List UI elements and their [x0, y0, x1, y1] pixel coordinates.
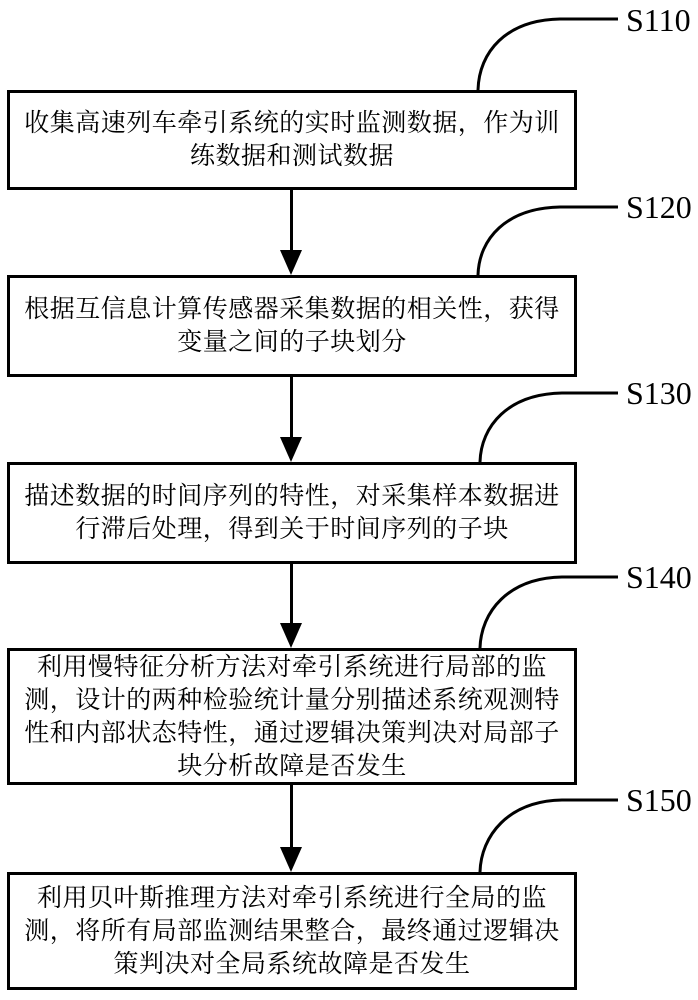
step-box-s140 [7, 648, 577, 785]
step-label-s140: S140 [626, 559, 692, 595]
step-box-s120 [7, 275, 577, 377]
step-text-line: 测，将所有局部监测结果整合，最终通过逻辑决 [24, 917, 560, 945]
step-text-line: 策判决对全局系统故障是否发生 [113, 950, 471, 978]
step-text-line: 测，设计的两种检验统计量分别描述系统观测特 [24, 686, 560, 714]
leader-curve-s140 [480, 577, 618, 648]
step-text-line: 描述数据的时间序列的特性，对采集样本数据进 [24, 483, 560, 510]
flow-arrowhead-icon-3 [280, 623, 302, 648]
leader-curve-s120 [478, 207, 618, 275]
flow-arrowhead-icon-2 [280, 437, 302, 462]
flow-arrowhead-icon-4 [280, 847, 302, 872]
step-text-line: 性和内部状态特性，通过逻辑决策判决对局部子 [24, 719, 560, 747]
step-text-line: 收集高速列车牵引系统的实时监测数据，作为训 [24, 110, 560, 137]
flow-arrowhead-icon-1 [280, 250, 302, 275]
leader-curve-s150 [480, 800, 618, 872]
step-box-s130 [7, 462, 577, 564]
leader-curve-s110 [478, 19, 618, 90]
step-text-line: 变量之间的子块划分 [177, 329, 407, 356]
step-label-s110: S110 [626, 2, 691, 38]
step-text-line: 行滞后处理，得到关于时间序列的子块 [75, 516, 509, 543]
flow-arrow-line-3 [290, 564, 293, 623]
step-label-s150: S150 [626, 782, 692, 818]
step-text-line: 块分析故障是否发生 [177, 752, 407, 780]
step-text-line: 练数据和测试数据 [189, 143, 394, 170]
step-box-s110 [7, 90, 577, 190]
step-text-line: 根据互信息计算传感器采集数据的相关性，获得 [24, 296, 560, 323]
leader-curve-s130 [480, 393, 618, 462]
step-text-line: 利用贝叶斯推理方法对牵引系统进行全局的监 [36, 884, 547, 912]
step-text-line: 利用慢特征分析方法对牵引系统进行局部的监 [36, 653, 547, 681]
step-box-s150 [7, 872, 577, 990]
step-label-s130: S130 [626, 375, 692, 411]
flow-arrow-line-4 [290, 785, 293, 847]
step-label-s120: S120 [626, 189, 692, 225]
flow-arrow-line-1 [290, 190, 293, 250]
flow-arrow-line-2 [290, 377, 293, 437]
